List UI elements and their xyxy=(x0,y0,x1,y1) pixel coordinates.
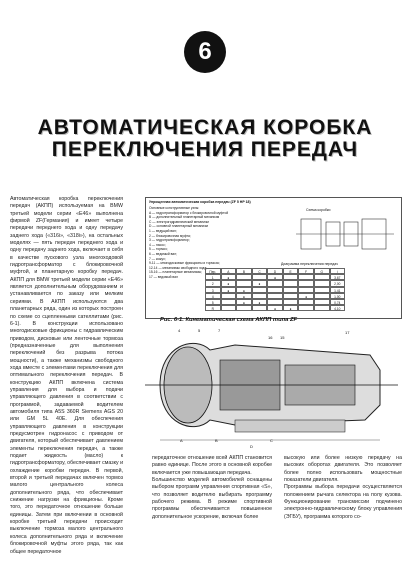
gear-table-cell: ● xyxy=(267,274,283,280)
scheme-subtitle-box: Схема коробки xyxy=(306,208,331,212)
gear-table-cell: F xyxy=(298,268,314,274)
transmission-drawing xyxy=(140,325,402,447)
gear-table-cell: B xyxy=(236,268,252,274)
gear-table-cell: A xyxy=(221,268,237,274)
gear-table-cell: 5 xyxy=(205,299,221,305)
gear-table-cell: 2,00 xyxy=(330,280,346,286)
chapter-number-badge xyxy=(184,31,226,73)
gear-table-cell: G xyxy=(314,268,330,274)
figure-label-b: B xyxy=(215,438,218,443)
gear-table-cell: Пер. xyxy=(205,268,221,274)
gear-table xyxy=(205,268,345,323)
page-title-line2: ПЕРЕКЛЮЧЕНИЯ ПЕРЕДАЧ xyxy=(51,138,359,161)
gear-table-cell: R xyxy=(205,305,221,311)
figure-label-17: 17 xyxy=(345,330,350,335)
gear-table-cell xyxy=(298,305,314,311)
figure-label-4: 4 xyxy=(178,328,181,333)
figure-label-d: D xyxy=(250,444,253,449)
gear-table-cell: 1,00 xyxy=(330,293,346,299)
gear-table-cell: ● xyxy=(236,287,252,293)
gear-table-cell: ● xyxy=(267,305,283,311)
gear-table-cell: i xyxy=(330,268,346,274)
gear-table-cell xyxy=(314,305,330,311)
figure-label-5: 5 xyxy=(198,328,201,333)
chapter-number: 6 xyxy=(198,38,212,65)
body-column-right: высокую или более низкую передачу на высоких оборотах двигателя. Это позволяет более полно использовать мощностные показатели двигателя. Программы выбора передачи осуществляется положением рычага селектора на полу кузова. Функционирование трансмиссии подчинено электронно-гидравлическому блоку управления (ЭГБУ), программа которого со- xyxy=(284,455,402,520)
gear-table-cell xyxy=(252,305,268,311)
gear-table-cell: 1,41 xyxy=(330,287,346,293)
body-column-left: Автоматическая коробка переключения передач (АКПП) используемая на BMW третьей модели серии «E46» выполнена фирмой ZF(Германия) и имеет четыре передачи переднего хода и одну передачу заднего хода («316i», «318i»), на остальных моделях — пять передач переднего хода и одну передачу заднего хода, включает в себя в качестве пускового узла многоходовой гидротрансформатор с блокировочной муфтой, и планетарную коробку передач. АКПП для BMW третьей модели серии «E46» является дополнительным оборудованием и устанавливается по заказу или мелким сериями. В АКПП используются два планетарных ряда, один из которых построен по схеме со сцепленными сателлитами (рис. 6-1). В конструкции использовано многодисковые фрикционы с гидравлическим приводом, дисковые или ленточные тормоза (предназначенные для выполнения переключений без разрыва потока мощности), а также механизмы свободного хода вместе с элементами переключения для оптимального переключения передач. В конструкцию АКПП включена система управления для выбора и подачи управляющего давления в соответствии с программой, задаваемой водителем автомобиля типа A5S 360R Siemens AGS 20 или GM 5L 40E. Для обеспечения управляющего давления в конструкции предусмотрен гидронасос с приводом от двигателя, который обеспечивает давлением элементы переключения передач, а также подает жидкость (масло) к гидротрансформатору, обеспечивает смазку и охлаждение коробки передач. В первой, второй и третьей передачах включен тормоз малого центрального колеса дополнительного ряда, что обеспечивает снижение нагрузки на фрикционы. Кроме того, это передаточное отношение больше единицы. Затем при включении в основной коробке третьей передачи происходит выключение тормоза малого центрального колеса дополнительного ряда и включение блокировочной муфты этого ряда, так как общее передаточное xyxy=(10,196,123,555)
gear-table-cell: D xyxy=(267,268,283,274)
figure-label-15: 15 xyxy=(280,335,285,340)
gear-table-cell: 3,67 xyxy=(330,274,346,280)
gear-table-cell: ● xyxy=(236,299,252,305)
gear-table-cell: ● xyxy=(221,280,237,286)
gear-table-cell: ● xyxy=(252,280,268,286)
gear-table-cell: ● xyxy=(298,293,314,299)
gear-table-cell: 0,74 xyxy=(330,299,346,305)
figure-caption: Рис. 6-1. Кинематическая схема АКПП типа ZF xyxy=(160,317,298,323)
gear-table-cell: ● xyxy=(283,305,299,311)
gear-table-cell: ● xyxy=(221,287,237,293)
gear-table-cell: ● xyxy=(236,293,252,299)
figure-label-a: A xyxy=(180,438,183,443)
gear-table-cell: E xyxy=(283,268,299,274)
gear-table-cell: C xyxy=(252,268,268,274)
scheme-diagram xyxy=(296,214,396,259)
gear-table-cell: 1 xyxy=(205,274,221,280)
gear-table-cell: 2 xyxy=(205,280,221,286)
body-column-middle: передаточное отношение всей АКПП становится равно единице. После этого в основной коробке включается уже повышающая передача. Большинство моделей автомобилей оснащены выбором программ управления спортивная «S», что позволяет водителю выбирать программу рабочего режима. В режиме спортивной программы обеспечивается повышенное дополнительное ускорение, включая более xyxy=(152,455,272,520)
scheme-title: Упрощенная автоматическая коробка передач (ZF 5 HP 18) xyxy=(149,200,251,204)
gear-table-cell: ● xyxy=(221,274,237,280)
gear-table-cell xyxy=(221,305,237,311)
page-title-line1: АВТОМАТИЧЕСКАЯ КОРОБКА xyxy=(37,116,373,139)
figure-label-16: 16 xyxy=(268,335,273,340)
scheme-legend: Основные конструктивные узлы: A — гидротрансформатор с блокировочной муфтой B — дополнительный планетарный механизм C — электрогидравлический механизм D — основной планетарный механизм 1 — ведущий вал; 2 — блокировочная муфта; 3 — гидротрансформатор; 4 — насос; 5 — тормоз; 6 — ведомый вал; 7 — кожух; 9-11 — многодисковые фрикционы и тормоза; 12-14 — механизмы свободного хода; 15-16 — планетарные механизмы; 17 — ведомый вал xyxy=(149,206,229,279)
gear-table-row xyxy=(205,305,345,311)
gear-table-cell: 4 xyxy=(205,293,221,299)
gear-table-cell: 4,10 xyxy=(330,305,346,311)
gear-table-cell xyxy=(236,305,252,311)
gear-table-cell: ● xyxy=(252,299,268,305)
figure-label-c: C xyxy=(270,438,273,443)
scheme-subtitle-diagram: Диаграмма переключения передач xyxy=(281,262,338,266)
figure-label-7: 7 xyxy=(218,328,221,333)
gear-table-cell: 3 xyxy=(205,287,221,293)
